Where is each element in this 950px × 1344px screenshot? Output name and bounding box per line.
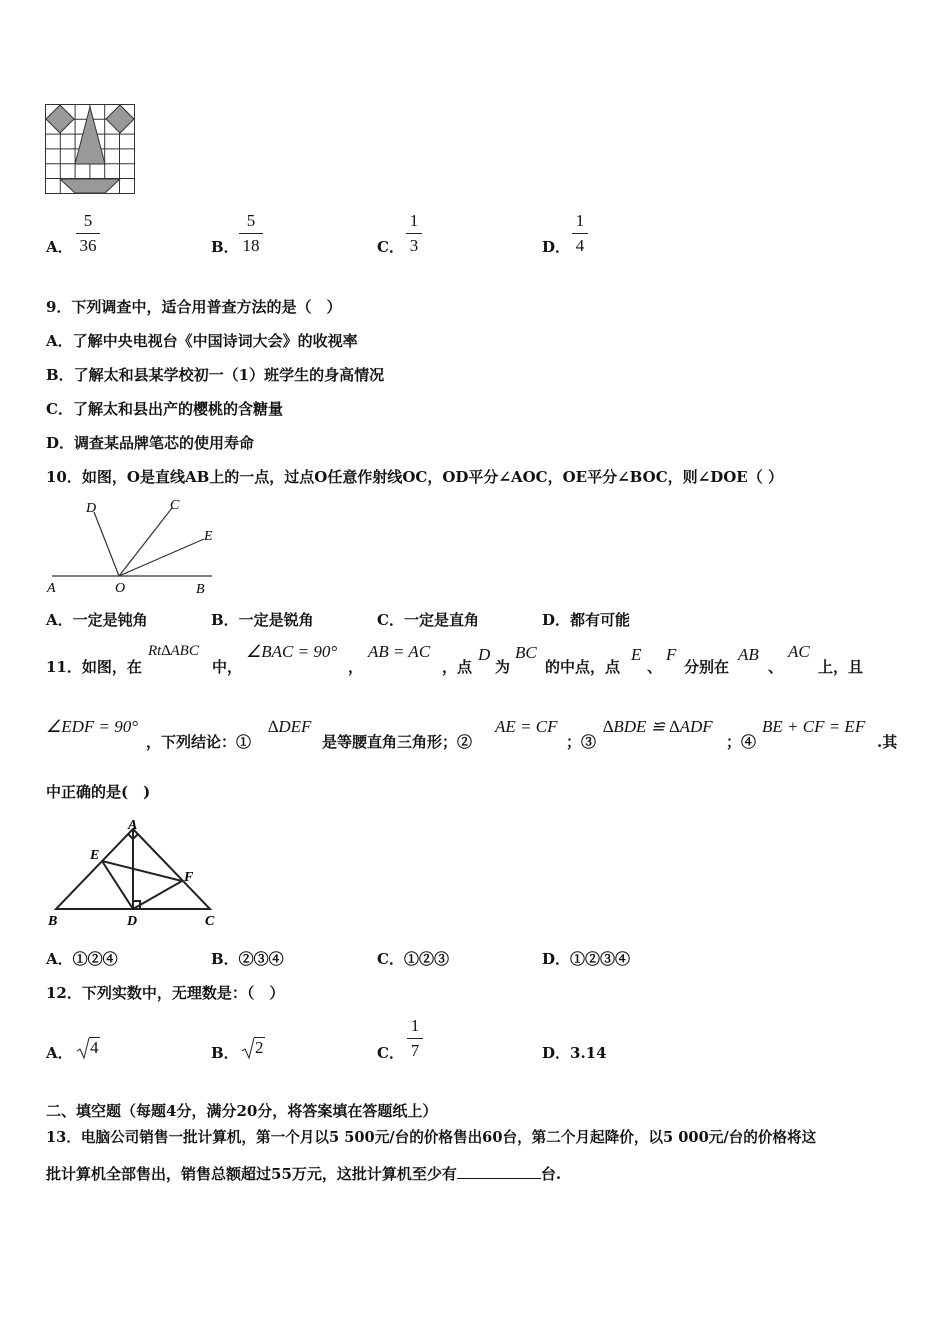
q8-option-a-letter: A． xyxy=(46,238,73,256)
q11-text-5: 为 xyxy=(495,658,511,676)
q11-text-9: 、 xyxy=(768,658,784,676)
q12-stem: 12．下列实数中，无理数是：（ ） xyxy=(46,984,285,1002)
q11-math-5: BC xyxy=(515,643,537,662)
denominator: 3 xyxy=(409,236,419,255)
label-e: E xyxy=(90,848,100,863)
q12-option-c-letter: C． xyxy=(377,1044,404,1062)
q11-option-a: A．①②④ xyxy=(46,950,118,968)
sqrt-sign-icon xyxy=(76,1036,90,1060)
q13-line-2-end: 台. xyxy=(540,1165,562,1183)
q11-math-3: AB = AC xyxy=(368,642,431,661)
q11-math-9: AC xyxy=(788,642,810,661)
q11-math-13: ∆BDE ≌ ∆ADF xyxy=(603,717,713,736)
q13-line-1: 13．电脑公司销售一批计算机，第一个月以5 500元/台的价格售出60台，第二个月起降价，以5 000元/台的价格将这 xyxy=(46,1129,817,1146)
numerator: 5 xyxy=(83,211,93,230)
radicand: 2 xyxy=(255,1038,264,1057)
q10-option-c: C．一定是直角 xyxy=(377,611,479,629)
q11-option-b: B．②③④ xyxy=(211,950,284,968)
q10-stem: 10．如图，O是直线AB上的一点，过点O任意作射线OC，OD平分∠AOC，OE平分∠BOC，则∠DOE（ ） xyxy=(46,468,783,486)
q8-option-b-fraction xyxy=(239,211,263,256)
q9-option-d: D．调查某品牌笔芯的使用寿命 xyxy=(46,434,255,452)
q8-option-d-letter: D． xyxy=(542,238,571,256)
q8-option-b-letter: B． xyxy=(211,238,239,256)
label-b: B xyxy=(48,914,58,929)
q11-math-11: ∆DEF xyxy=(268,717,312,736)
q11-math-6: E xyxy=(631,645,642,664)
label-d: D xyxy=(86,501,97,516)
label-a: A xyxy=(47,581,56,596)
q9-option-c: C．了解太和县出产的樱桃的含糖量 xyxy=(46,400,283,418)
q11-math-2: ∠BAC = 90° xyxy=(246,642,338,661)
denominator: 4 xyxy=(575,236,585,255)
q11-text-6: 的中点，点 xyxy=(545,658,621,676)
q9-option-b: B．了解太和县某学校初一（1）班学生的身高情况 xyxy=(46,366,385,384)
q12-option-a-letter: A． xyxy=(46,1044,73,1062)
q11-text-12: 是等腰直角三角形；② xyxy=(322,733,473,751)
q8-option-c-letter: C． xyxy=(377,238,404,256)
denominator: 36 xyxy=(79,236,97,255)
q11-math-1: Rt∆ABC xyxy=(148,643,199,659)
q13-line-2 xyxy=(46,1163,561,1184)
q8-option-a-fraction xyxy=(76,211,100,256)
label-c: C xyxy=(170,498,180,513)
q11-math-8: AB xyxy=(738,645,759,664)
q10-option-b: B．一定是锐角 xyxy=(211,611,314,629)
section-heading: 二、填空题（每题4分，满分20分，将答案填在答题纸上） xyxy=(46,1102,438,1120)
label-a: A xyxy=(128,818,138,833)
q11-text-14: ；④ xyxy=(726,733,757,751)
label-e: E xyxy=(204,529,213,544)
label-o: O xyxy=(115,581,126,596)
label-c: C xyxy=(205,914,215,929)
radicand: 4 xyxy=(90,1038,99,1057)
q11-option-d: D．①②③④ xyxy=(542,950,631,968)
q11-text-2: 中， xyxy=(212,658,243,676)
q12-option-d: D．3.14 xyxy=(542,1044,607,1062)
q11-text-15: .其 xyxy=(877,733,898,751)
answer-blank[interactable] xyxy=(457,1166,541,1179)
denominator: 18 xyxy=(242,236,260,255)
q11-math-14: BE + CF = EF xyxy=(762,717,866,736)
q11-text-13: ；③ xyxy=(566,733,597,751)
q11-text-3: ， xyxy=(348,658,364,676)
q11-text-10: 上，且 xyxy=(818,658,864,676)
q8-option-d-fraction xyxy=(572,211,588,256)
q9-stem: 9．下列调查中，适合用普查方法的是（ ） xyxy=(46,298,342,316)
q10-option-a: A．一定是钝角 xyxy=(46,611,148,629)
q10-angle-figure xyxy=(44,494,224,598)
denominator: 7 xyxy=(410,1041,420,1060)
numerator: 1 xyxy=(410,1016,420,1035)
q11-text-4: ，点 xyxy=(442,658,473,676)
q11-question-end: 中正确的是( ) xyxy=(46,783,151,801)
q13-line-2-text: 批计算机全部售出，销售总额超过55万元，这批计算机至少有 xyxy=(46,1165,457,1183)
q11-math-10: ∠EDF = 90° xyxy=(46,717,139,736)
sqrt-sign-icon xyxy=(241,1036,255,1060)
q11-triangle-figure xyxy=(44,815,224,933)
q11-math-12: AE = CF xyxy=(495,717,558,736)
q11-text-11: ，下列结论：① xyxy=(146,733,252,751)
q11-math-4: D xyxy=(478,645,491,664)
label-b: B xyxy=(196,582,205,597)
grid-figure xyxy=(45,104,136,195)
label-f: F xyxy=(184,870,194,885)
q11-math-7: F xyxy=(666,645,677,664)
q11-text-7: 、 xyxy=(647,658,663,676)
q12-option-c-fraction xyxy=(407,1016,423,1061)
q11-text-8: 分别在 xyxy=(684,658,730,676)
q12-option-b-letter: B． xyxy=(211,1044,239,1062)
numerator: 1 xyxy=(575,211,585,230)
q9-option-a: A．了解中央电视台《中国诗词大会》的收视率 xyxy=(46,332,358,350)
numerator: 1 xyxy=(409,211,419,230)
q11-option-c: C．①②③ xyxy=(377,950,449,968)
numerator: 5 xyxy=(246,211,256,230)
q11-text-1: 11．如图，在 xyxy=(46,658,142,676)
q10-option-d: D．都有可能 xyxy=(542,611,631,629)
label-d: D xyxy=(127,914,138,929)
q8-option-c-fraction xyxy=(406,211,422,256)
